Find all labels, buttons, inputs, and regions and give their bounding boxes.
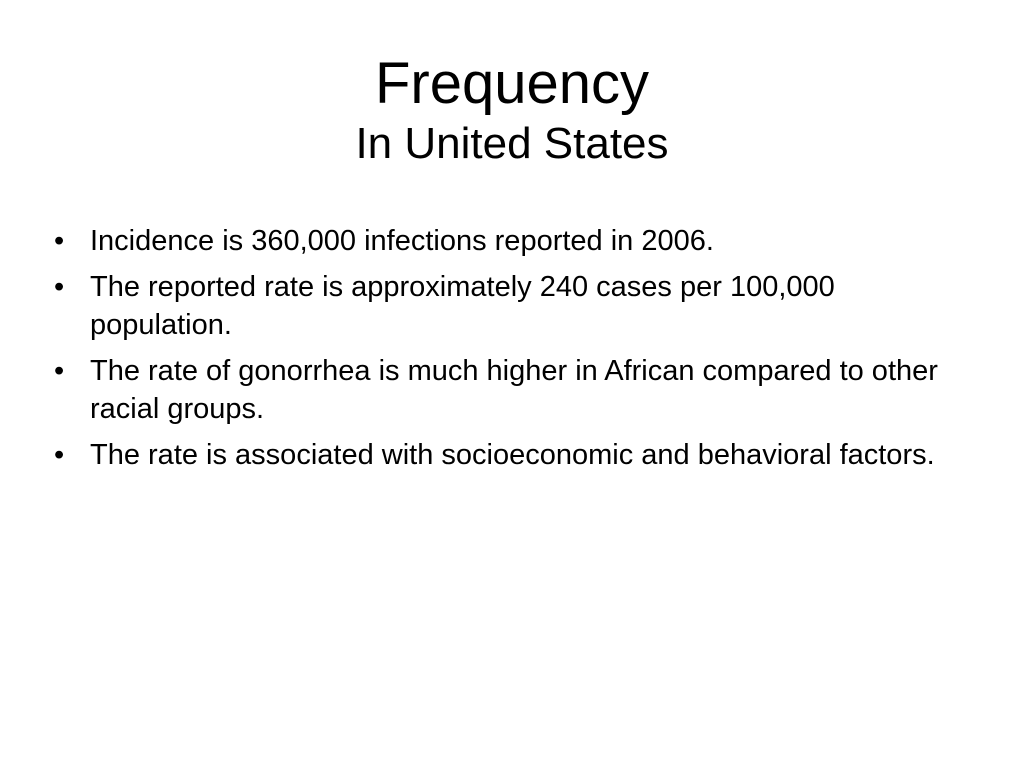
bullet-icon: •	[54, 225, 65, 257]
bullet-item	[52, 222, 982, 260]
bullet-item	[52, 352, 982, 428]
bullet-icon: •	[54, 439, 65, 471]
bullet-text: The reported rate is approximately 240 cases per 100,000 population.	[90, 271, 835, 341]
slide-title: Frequency	[374, 51, 650, 116]
bullet-text: The rate is associated with socioeconomic and behavioral factors.	[90, 439, 935, 471]
title-block	[0, 50, 1024, 170]
bullet-text: Incidence is 360,000 infections reported in 2006.	[90, 225, 714, 257]
bullet-list	[52, 222, 982, 482]
bullet-text: The rate of gonorrhea is much higher in African compared to other racial groups.	[90, 355, 938, 425]
bullet-item	[52, 436, 982, 474]
bullet-item	[52, 268, 982, 344]
bullet-icon: •	[54, 271, 65, 303]
bullet-icon: •	[54, 355, 65, 387]
slide-subtitle: In United States	[355, 119, 669, 168]
